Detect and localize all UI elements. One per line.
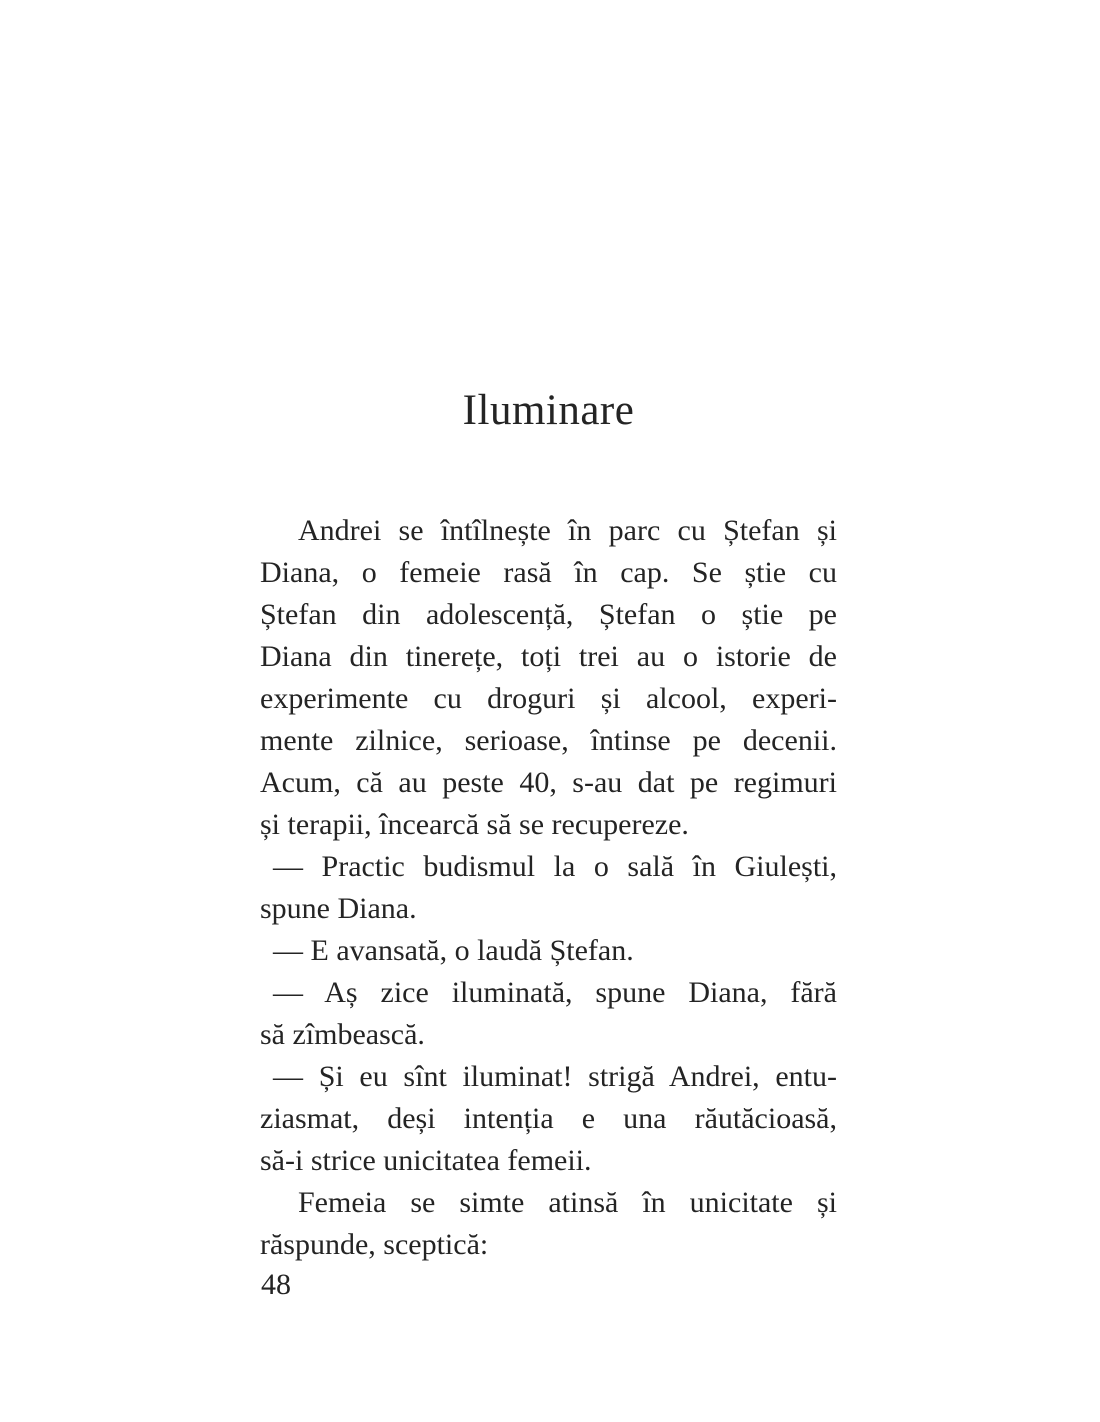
text-line: Femeia se simte atinsă în unicitate și — [298, 1186, 837, 1219]
text-line: răspunde, sceptică: — [260, 1228, 489, 1261]
text-line: spune Diana. — [260, 892, 417, 925]
text-line: — Și eu sînt iluminat! strigă Andrei, entu- — [273, 1060, 837, 1093]
text-line: experimente cu droguri și alcool, experi- — [260, 682, 837, 715]
text-line: să-i strice unicitatea femeii. — [260, 1144, 592, 1177]
text-line: Acum, că au peste 40, s-au dat pe regimuri — [260, 766, 837, 799]
page-number: 48 — [261, 1268, 291, 1301]
chapter-title: Iluminare — [462, 387, 635, 434]
text-line: Diana, o femeie rasă în cap. Se știe cu — [260, 556, 837, 589]
text-line: să zîmbească. — [260, 1018, 425, 1051]
text-line: Andrei se întîlnește în parc cu Ștefan și — [298, 514, 837, 547]
text-line: și terapii, încearcă să se recupereze. — [260, 808, 689, 841]
text-line: Diana din tinerețe, toți trei au o istorie de — [260, 640, 837, 673]
text-line: Ștefan din adolescență, Ștefan o știe pe — [260, 598, 837, 631]
text-line: — E avansată, o laudă Ștefan. — [273, 934, 634, 967]
text-line: — Aș zice iluminată, spune Diana, fără — [273, 976, 837, 1009]
text-line: mente zilnice, serioase, întinse pe decenii. — [260, 724, 837, 757]
text-line: ziasmat, deși intenția e una răutăcioasă, — [260, 1102, 837, 1135]
text-line: — Practic budismul la o sală în Giulești, — [273, 850, 837, 883]
body-text — [260, 510, 837, 1266]
